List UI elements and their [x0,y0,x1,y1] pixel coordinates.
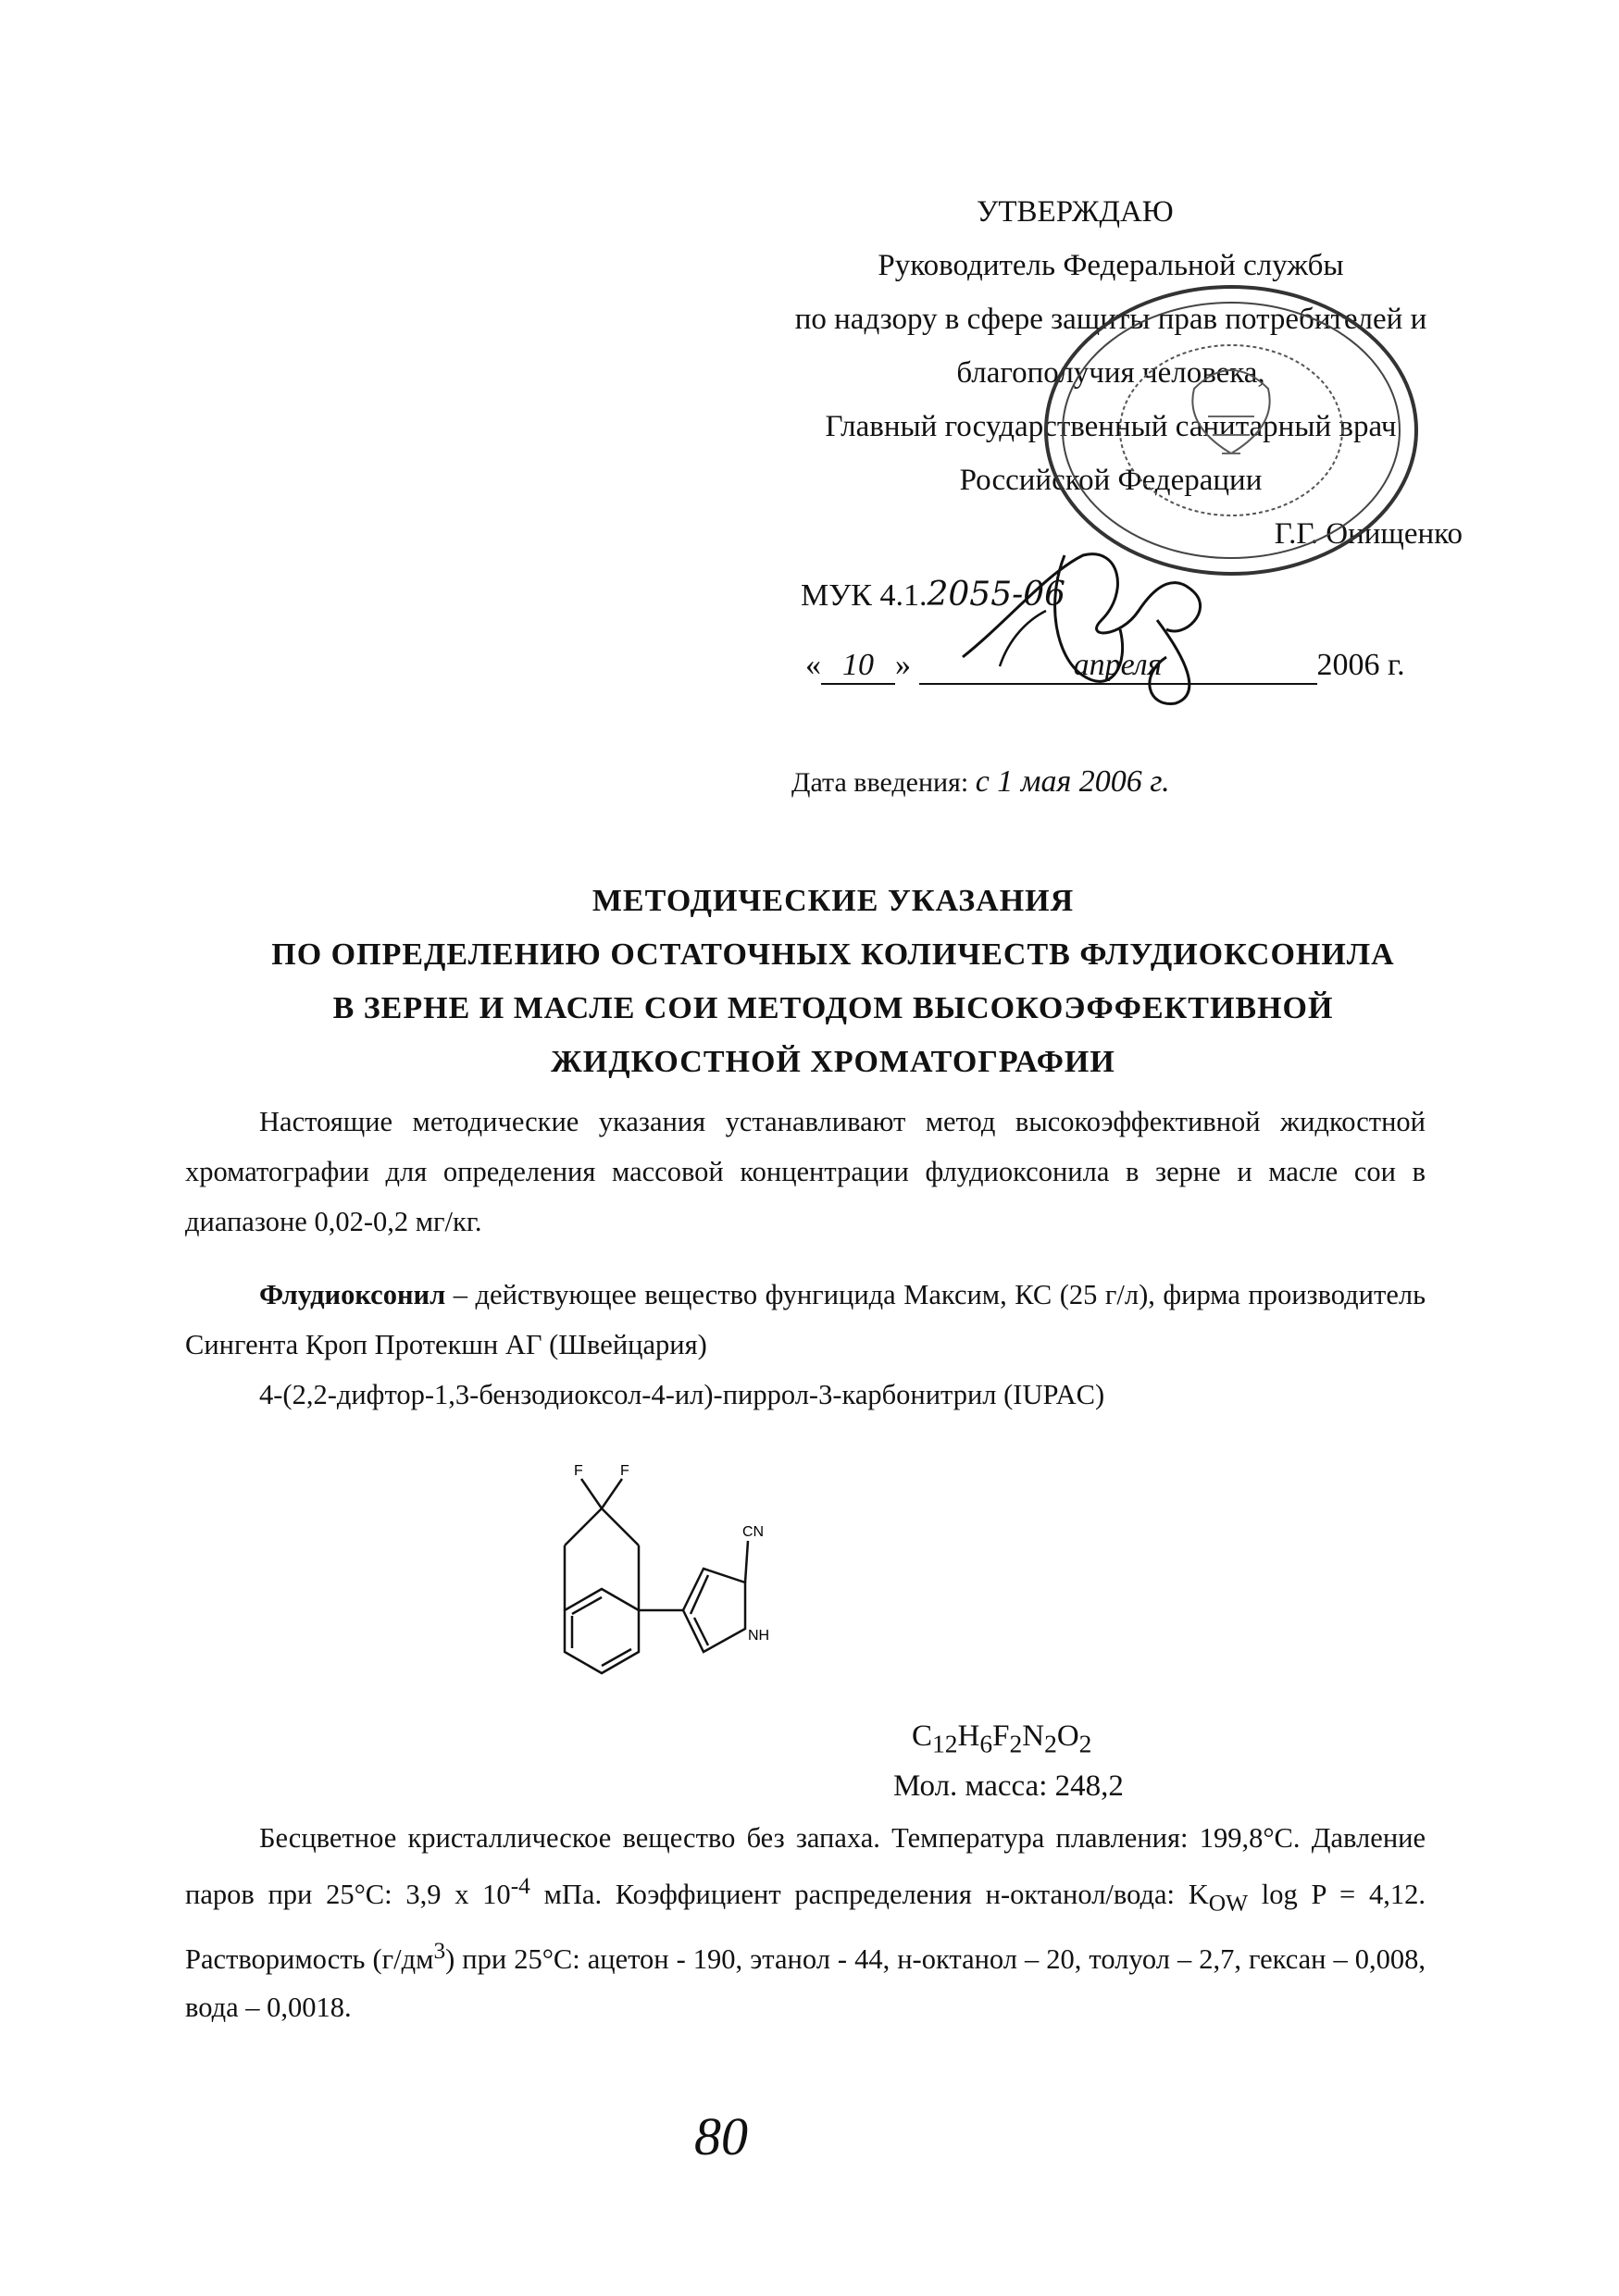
registration-number-handwritten: 2055-06 [927,576,1066,614]
properties-text-1: Бесцветное кристаллическое вещество без запаха. Температура плавления: 199,8°С. Давление паров при 25°С: 3,9 х 10 [185,1822,1426,1911]
approval-line-5: Российской Федерации [959,464,1263,497]
date-year: 2006 г. [1316,648,1405,682]
formula-n-count: 2 [1044,1729,1057,1758]
formula-h: H [957,1719,980,1753]
approval-line-4: Главный государственный санитарный врач [825,410,1397,443]
registration-prefix: МУК 4.1. [801,578,928,613]
formula-c-count: 12 [932,1729,958,1758]
properties-text-3: log P = 4,12. Растворимость (г/дм [185,1879,1426,1976]
document-heading [139,875,1527,1089]
date-close-quote: » [895,648,911,682]
structure-label-f2: F [620,1463,629,1479]
date-open-quote: « [805,648,821,682]
paragraph-substance [185,1270,1426,1370]
formula-c: C [912,1719,933,1753]
registration-number [801,576,1065,614]
heading-line-4: ЖИДКОСТНОЙ ХРОМАТОГРАФИИ [551,1045,1115,1079]
molecular-formula [912,1719,1091,1759]
approval-date [805,648,1405,685]
date-month: апреля [919,648,1317,685]
date-day: 10 [821,648,895,685]
properties-kow-subscript: OW [1208,1890,1249,1917]
approval-signatory: Г.Г. Онищенко [1274,517,1463,551]
chemical-structure [546,1444,861,1684]
structure-label-nh: NH [748,1628,770,1644]
formula-f: F [992,1719,1010,1753]
formula-f-count: 2 [1009,1729,1023,1758]
heading-line-2: ПО ОПРЕДЕЛЕНИЮ ОСТАТОЧНЫХ КОЛИЧЕСТВ ФЛУДИОКСОНИЛА [271,937,1395,972]
introduction-date [791,764,1170,800]
heading-line-1: МЕТОДИЧЕСКИЕ УКАЗАНИЯ [592,884,1075,918]
paragraph-scope: Настоящие методические указания устанавливают метод высокоэффективной жидкостной хроматографии для определения массовой концентрации флудиоксонила в зерне и масле сои в диапазоне 0,02-0,2 мг/кг. [185,1106,1426,1237]
molecular-mass: Мол. масса: 248,2 [893,1769,1124,1803]
properties-exponent-1: -4 [510,1873,530,1899]
formula-h-count: 6 [979,1729,993,1758]
iupac-name: 4-(2,2-дифтор-1,3-бензодиоксол-4-ил)-пиррол-3-карбонитрил (IUPAC) [259,1379,1105,1410]
properties-text-2: мПа. Коэффициент распределения н-октанол/вода: K [529,1879,1209,1911]
formula-n: N [1022,1719,1045,1753]
paragraph-properties [185,1814,1426,2031]
structure-label-f1: F [574,1463,583,1479]
approval-line-1: Руководитель Федеральной службы [878,249,1344,282]
properties-exponent-2: 3 [433,1938,446,1965]
substance-term: Флудиоксонил [259,1279,446,1310]
properties-text-4: ) при 25°С: ацетон - 190, этанол - 44, н-октанол – 20, толуол – 2,7, гексан – 0,008, вода – 0,0018. [185,1943,1426,2024]
formula-o-count: 2 [1078,1729,1092,1758]
structure-label-cn: CN [742,1524,765,1540]
substance-description: – действующее вещество фунгицида Максим, КС (25 г/л), фирма производитель Сингента Кроп Протекшн АГ (Швейцария) [185,1279,1426,1360]
formula-o: O [1056,1719,1079,1753]
introduction-value-handwritten: с 1 мая 2006 г. [975,764,1170,799]
page-number: 80 [694,2106,748,2166]
approval-line-3: благополучия человека, [956,356,1265,390]
heading-line-3: В ЗЕРНЕ И МАСЛЕ СОИ МЕТОДОМ ВЫСОКОЭФФЕКТИВНОЙ [332,991,1334,1025]
introduction-label: Дата введения: [791,767,969,798]
approval-line-2: по надзору в сфере защиты прав потребителей и [794,303,1427,336]
approval-title: УТВЕРЖДАЮ [977,195,1174,229]
